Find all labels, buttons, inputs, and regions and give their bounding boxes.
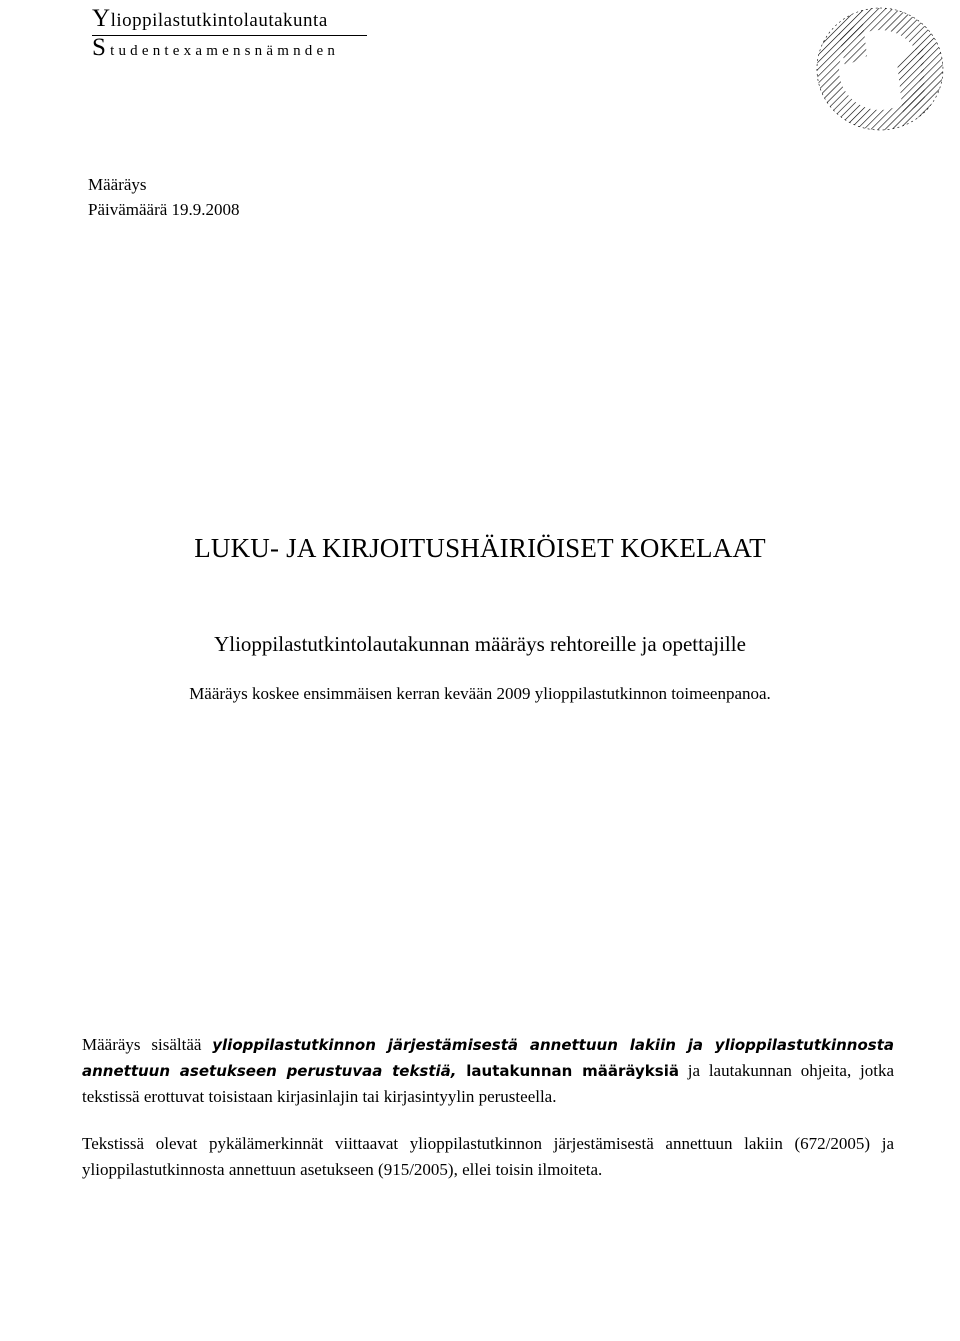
references-paragraph: Tekstissä olevat pykälämerkinnät viittaavat ylioppilastutkinnon järjestämisestä annettuun lakiin (672/2005) ja ylioppilastutkinnosta annettuun asetukseen (915/2005), ellei toisin ilmoiteta.: [82, 1134, 894, 1179]
contents-paragraph: Määräys sisältää ylioppilastutkinnon järjestämisestä annettuun lakiin ja ylioppilastutkinnosta annettuun asetukseen perustuvaa tekstiä, lautakunnan määräyksiä ja lautakunnan ohjeita, jotka tekstissä erottuvat toisistaan kirjasinlajin tai kirjasintyylin perusteella.: [82, 1035, 894, 1106]
circular-hatched-emblem-icon: [805, 4, 955, 134]
organization-header: [92, 6, 367, 63]
document-meta: [88, 172, 240, 222]
board-regulation-sample: lautakunnan määräyksiä: [456, 1062, 679, 1080]
document-date: Päivämäärä 19.9.2008: [88, 200, 240, 219]
scope-statement: Määräys koskee ensimmäisen kerran kevään 2009 ylioppilastutkinnon toimeenpanoa.: [189, 684, 771, 703]
document-subtitle: Ylioppilastutkintolautakunnan määräys rehtoreille ja opettajille: [214, 632, 746, 656]
document-type: Määräys: [88, 175, 147, 194]
organization-name-swedish: Studentexamensnämnden: [92, 34, 340, 61]
organization-name-finnish: Ylioppilastutkintolautakunta: [92, 5, 328, 32]
law-text-sample: ylioppilastutkinnon järjestämisestä annettuun lakiin ja ylioppilastutkinnosta annettuun asetukseen perustuvaa tekstiä,: [82, 1036, 894, 1080]
document-title: LUKU- JA KIRJOITUSHÄIRIÖISET KOKELAAT: [194, 533, 766, 563]
